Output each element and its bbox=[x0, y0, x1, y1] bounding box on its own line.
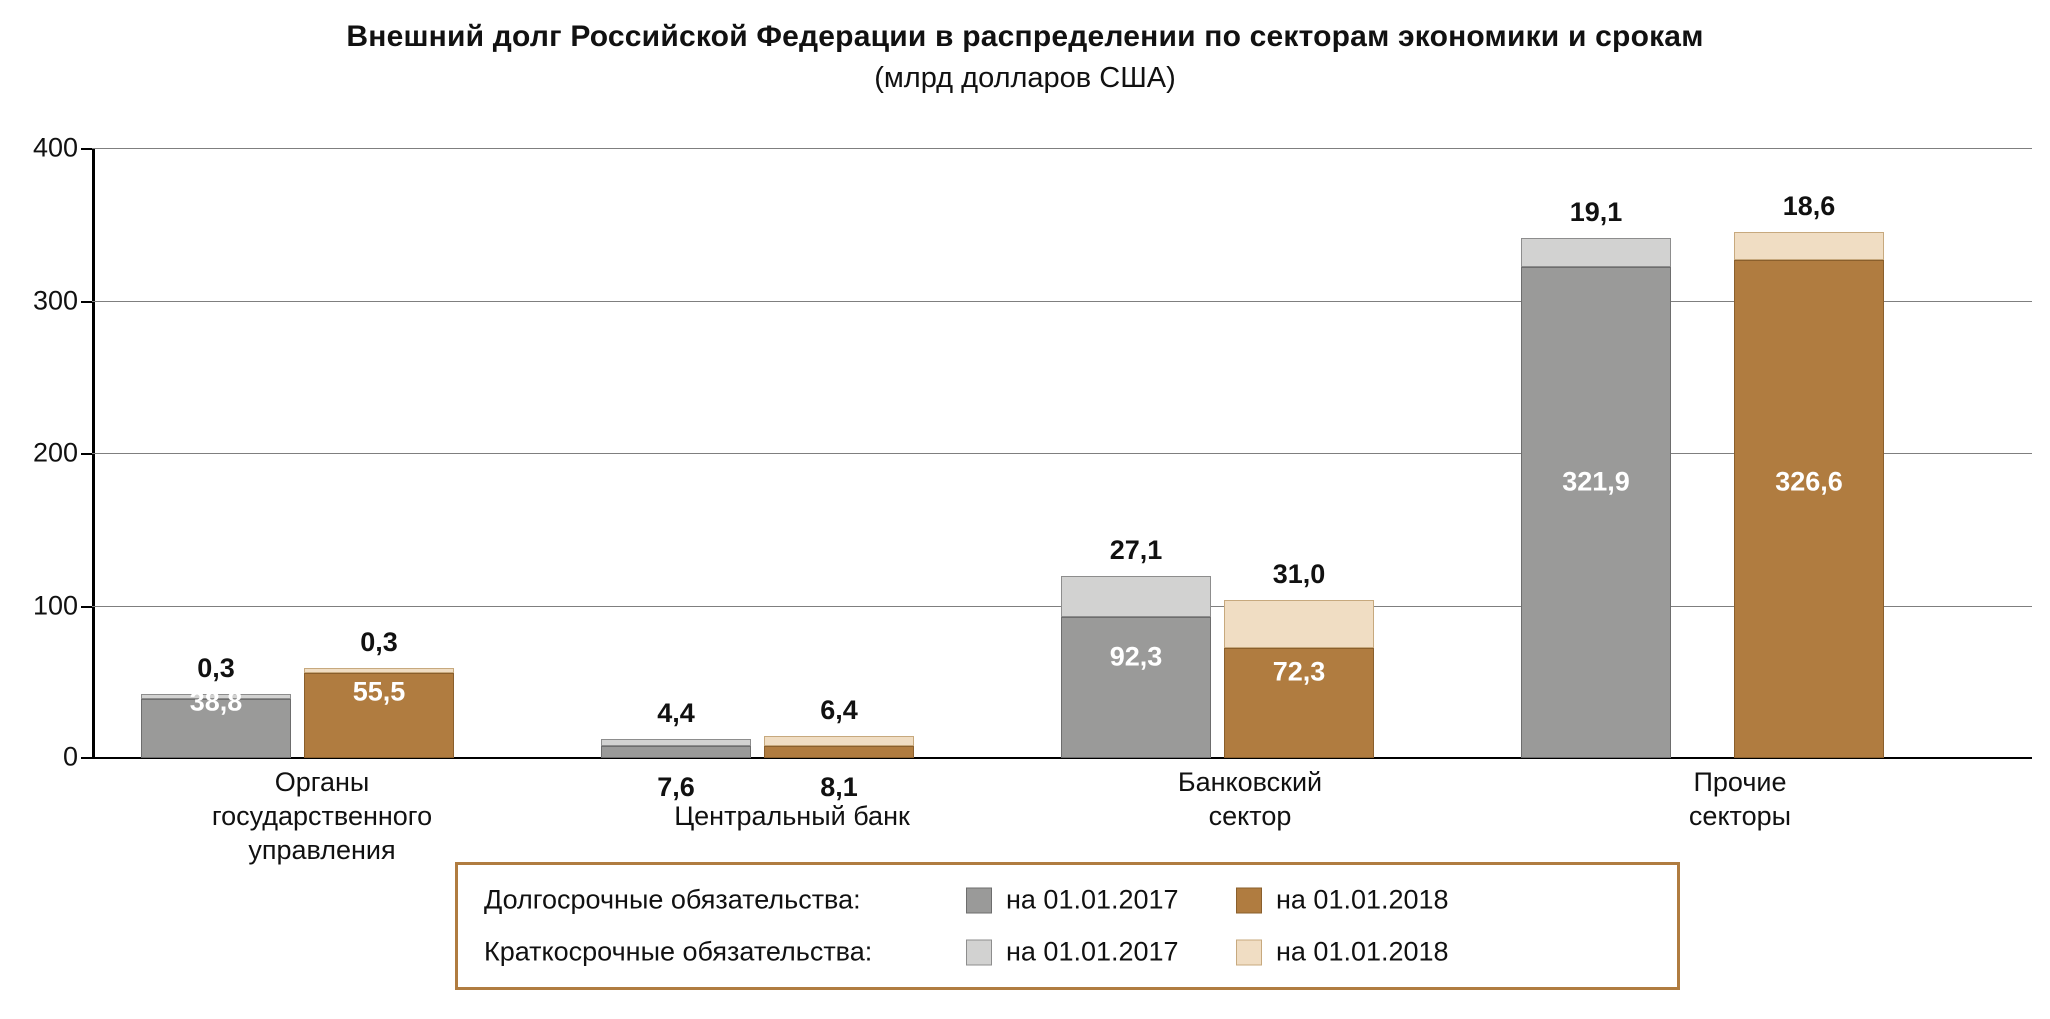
y-tick-label-0: 0 bbox=[62, 741, 78, 772]
bar-segment-long-2018[interactable] bbox=[764, 746, 914, 758]
bar-value-short-2017: 27,1 bbox=[1109, 535, 1163, 565]
chart-title-block bbox=[0, 18, 2050, 97]
bar-value-long-2018: 326,6 bbox=[1775, 466, 1843, 497]
gridline-400 bbox=[92, 148, 2032, 149]
legend-item-short-2018[interactable] bbox=[1236, 937, 1449, 968]
chart-subtitle: (млрд долларов США) bbox=[874, 61, 1176, 94]
bar-value-long-2017: 38,8 bbox=[189, 686, 243, 717]
page-title: Внешний долг Российской Федерации в распределении по секторам экономики и срокам bbox=[346, 20, 1704, 53]
category-label-line: государственного bbox=[211, 800, 433, 831]
legend-item-short-2017[interactable] bbox=[966, 937, 1179, 968]
bar-segment-long-2017[interactable] bbox=[1061, 617, 1211, 758]
bar-value-short-2017: 19,1 bbox=[1569, 197, 1623, 227]
bar-value-long-2018: 72,3 bbox=[1272, 656, 1326, 687]
tick-0 bbox=[81, 757, 92, 759]
legend-row-long-term bbox=[458, 875, 1677, 925]
y-tick-label-100: 100 bbox=[32, 590, 78, 620]
legend-label-short-2017: на 01.01.2017 bbox=[1006, 936, 1179, 967]
bar-value-short-2018: 18,6 bbox=[1782, 191, 1836, 221]
category-label-gov bbox=[92, 766, 552, 867]
bar-gov-2018[interactable] bbox=[304, 627, 454, 758]
bar-cb-2017[interactable] bbox=[601, 698, 751, 802]
bar-value-short-2018: 31,0 bbox=[1272, 559, 1326, 589]
bar-segment-long-2018[interactable] bbox=[1734, 260, 1884, 758]
category-label-line: Прочие bbox=[1693, 767, 1787, 797]
legend-row-short-term bbox=[458, 927, 1677, 977]
bar-value-long-2017: 321,9 bbox=[1562, 466, 1630, 497]
bar-segment-short-2018[interactable] bbox=[1224, 600, 1374, 648]
legend-label-long-2017: на 01.01.2017 bbox=[1006, 884, 1179, 915]
bar-cb-2018[interactable] bbox=[764, 695, 914, 802]
bar-segment-short-2018[interactable] bbox=[1734, 232, 1884, 260]
legend-caption-long-term: Долгосрочные обязательства: bbox=[484, 884, 861, 915]
bar-banking-2017[interactable] bbox=[1061, 535, 1211, 758]
tick-300 bbox=[81, 301, 92, 303]
legend-swatch-icon-long-2017 bbox=[966, 887, 992, 913]
legend-swatch-icon-short-2018 bbox=[1236, 939, 1262, 965]
category-label-line: секторы bbox=[1688, 800, 1792, 831]
legend-item-long-2018[interactable] bbox=[1236, 885, 1449, 916]
category-label-line: управления bbox=[248, 834, 396, 865]
bar-value-long-2018: 55,5 bbox=[352, 676, 406, 707]
bar-value-short-2017: 0,3 bbox=[197, 653, 235, 683]
bar-segment-long-2017[interactable] bbox=[601, 746, 751, 758]
bar-banking-2018[interactable] bbox=[1224, 559, 1374, 758]
category-label-line: Органы bbox=[274, 767, 370, 797]
legend-label-short-2018: на 01.01.2018 bbox=[1276, 936, 1449, 967]
category-label-line: Банковский bbox=[1177, 767, 1323, 797]
bar-segment-short-2017[interactable] bbox=[1521, 238, 1671, 267]
bar-other-2018[interactable] bbox=[1734, 191, 1884, 758]
bar-value-long-2017: 92,3 bbox=[1109, 641, 1163, 672]
bar-segment-long-2017[interactable] bbox=[1521, 267, 1671, 758]
tick-400 bbox=[81, 148, 92, 150]
category-label-line: Центральный банк bbox=[674, 801, 910, 831]
bar-value-short-2018: 0,3 bbox=[360, 627, 398, 657]
bar-segment-short-2018[interactable] bbox=[304, 668, 454, 673]
legend-swatch-icon-long-2018 bbox=[1236, 887, 1262, 913]
tick-100 bbox=[81, 606, 92, 608]
y-tick-label-200: 200 bbox=[32, 437, 78, 468]
y-tick-label-300: 300 bbox=[32, 285, 78, 315]
category-label-line: сектор bbox=[1208, 800, 1292, 831]
legend-caption-short-term: Краткосрочные обязательства: bbox=[484, 936, 873, 967]
bar-segment-short-2017[interactable] bbox=[601, 739, 751, 746]
bar-segment-short-2018[interactable] bbox=[764, 736, 914, 746]
bar-value-long-2017: 7,6 bbox=[657, 772, 695, 802]
bar-value-long-2018: 8,1 bbox=[820, 772, 858, 802]
tick-200 bbox=[81, 453, 92, 455]
legend-label-long-2018: на 01.01.2018 bbox=[1276, 884, 1449, 915]
y-tick-label-400: 400 bbox=[32, 132, 78, 163]
legend-swatch-icon-short-2017 bbox=[966, 939, 992, 965]
category-label-cb bbox=[562, 800, 1022, 834]
category-label-other bbox=[1510, 766, 1970, 834]
category-label-banking bbox=[1020, 766, 1480, 834]
legend-item-long-2017[interactable] bbox=[966, 885, 1179, 916]
bar-segment-short-2017[interactable] bbox=[1061, 576, 1211, 617]
chart-legend bbox=[455, 862, 1680, 990]
bar-gov-2017[interactable] bbox=[141, 653, 291, 758]
bar-value-short-2018: 6,4 bbox=[820, 695, 858, 725]
bar-other-2017[interactable] bbox=[1521, 197, 1671, 758]
bar-value-short-2017: 4,4 bbox=[657, 698, 695, 728]
